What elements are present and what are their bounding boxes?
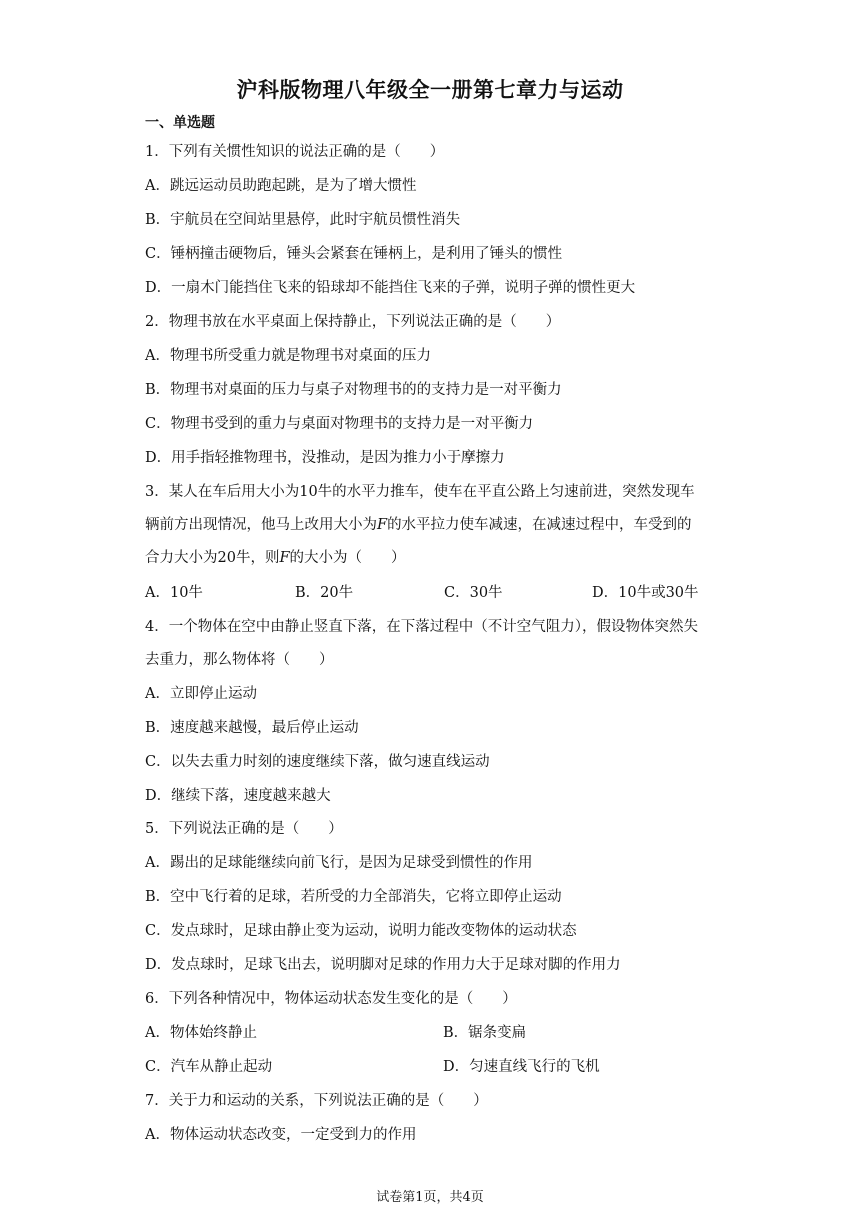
question-5-option-b: B．空中飞行着的足球，若所受的力全部消失，它将立即停止运动	[145, 889, 562, 905]
variable-f: F	[377, 517, 388, 533]
question-3-line-2-part-a: 辆前方出现情况，他马上改用大小为	[145, 517, 377, 533]
question-3-line-2-part-b: 的水平拉力使车减速，在减速过程中，车受到的	[387, 517, 692, 533]
question-3-option-c: C．30牛	[444, 585, 503, 601]
question-4-option-a: A．立即停止运动	[145, 686, 257, 702]
question-5-option-c: C．发点球时，足球由静止变为运动，说明力能改变物体的运动状态	[145, 923, 577, 939]
question-3-stem-line-2	[145, 513, 692, 534]
question-5-option-a: A．踢出的足球能继续向前飞行，是因为足球受到惯性的作用	[145, 855, 533, 871]
question-5-stem: 5．下列说法正确的是（ ）	[145, 821, 343, 837]
question-3-stem-line-3	[145, 546, 406, 567]
question-6-option-c: C．汽车从静止起动	[145, 1059, 273, 1075]
question-3-option-a: A．10牛	[145, 585, 203, 601]
section-heading: 一、单选题	[145, 115, 215, 131]
question-1-option-a: A．跳远运动员助跑起跳，是为了增大惯性	[145, 178, 417, 194]
question-3-line-3-part-b: 的大小为（ ）	[289, 550, 406, 566]
question-4-stem-line-2: 去重力，那么物体将（ ）	[145, 652, 334, 668]
question-3-option-b: B．20牛	[295, 585, 354, 601]
question-1-option-b: B．宇航员在空间站里悬停，此时宇航员惯性消失	[145, 212, 461, 228]
question-6-option-d: D．匀速直线飞行的飞机	[443, 1059, 600, 1075]
document-title: 沪科版物理八年级全一册第七章力与运动	[236, 78, 624, 102]
question-4-stem-line-1: 4．一个物体在空中由静止竖直下落，在下落过程中（不计空气阻力），假设物体突然失	[145, 619, 698, 635]
question-1-option-c: C．锤柄撞击硬物后，锤头会紧套在锤柄上，是利用了锤头的惯性	[145, 246, 563, 262]
question-2-stem: 2．物理书放在水平桌面上保持静止，下列说法正确的是（ ）	[145, 314, 561, 330]
question-2-option-b: B．物理书对桌面的压力与桌子对物理书的的支持力是一对平衡力	[145, 382, 562, 398]
question-4-option-b: B．速度越来越慢，最后停止运动	[145, 720, 359, 736]
question-6-stem: 6．下列各种情况中，物体运动状态发生变化的是（ ）	[145, 991, 517, 1007]
question-7-option-a: A．物体运动状态改变，一定受到力的作用	[145, 1127, 417, 1143]
question-4-option-c: C．以失去重力时刻的速度继续下落，做匀速直线运动	[145, 754, 490, 770]
question-6-option-b: B．锯条变扁	[443, 1025, 527, 1041]
question-2-option-a: A．物理书所受重力就是物理书对桌面的压力	[145, 348, 431, 364]
question-6-options-row-2	[145, 1055, 725, 1077]
question-3-line-3-part-a: 合力大小为20牛，则	[145, 550, 280, 566]
question-3-stem-line-1: 3．某人在车后用大小为10牛的水平力推车，使车在平直公路上匀速前进，突然发现车	[145, 484, 695, 500]
question-4-option-d: D．继续下落，速度越来越大	[145, 788, 331, 804]
question-7-stem: 7．关于力和运动的关系，下列说法正确的是（ ）	[145, 1093, 488, 1109]
question-6-options-row-1	[145, 1021, 725, 1043]
question-2-option-d: D．用手指轻推物理书，没推动，是因为推力小于摩擦力	[145, 450, 505, 466]
page-footer: 试卷第1页，共4页	[376, 1190, 484, 1205]
question-1-option-d: D．一扇木门能挡住飞来的铅球却不能挡住飞来的子弹，说明子弹的惯性更大	[145, 280, 636, 296]
question-5-option-d: D．发点球时，足球飞出去，说明脚对足球的作用力大于足球对脚的作用力	[145, 957, 621, 973]
question-2-option-c: C．物理书受到的重力与桌面对物理书的支持力是一对平衡力	[145, 416, 534, 432]
question-3-option-d: D．10牛或30牛	[592, 585, 699, 601]
variable-f: F	[279, 550, 290, 566]
question-3-options	[145, 581, 725, 603]
question-6-option-a: A．物体始终静止	[145, 1025, 257, 1041]
question-1-stem: 1．下列有关惯性知识的说法正确的是（ ）	[145, 144, 445, 160]
